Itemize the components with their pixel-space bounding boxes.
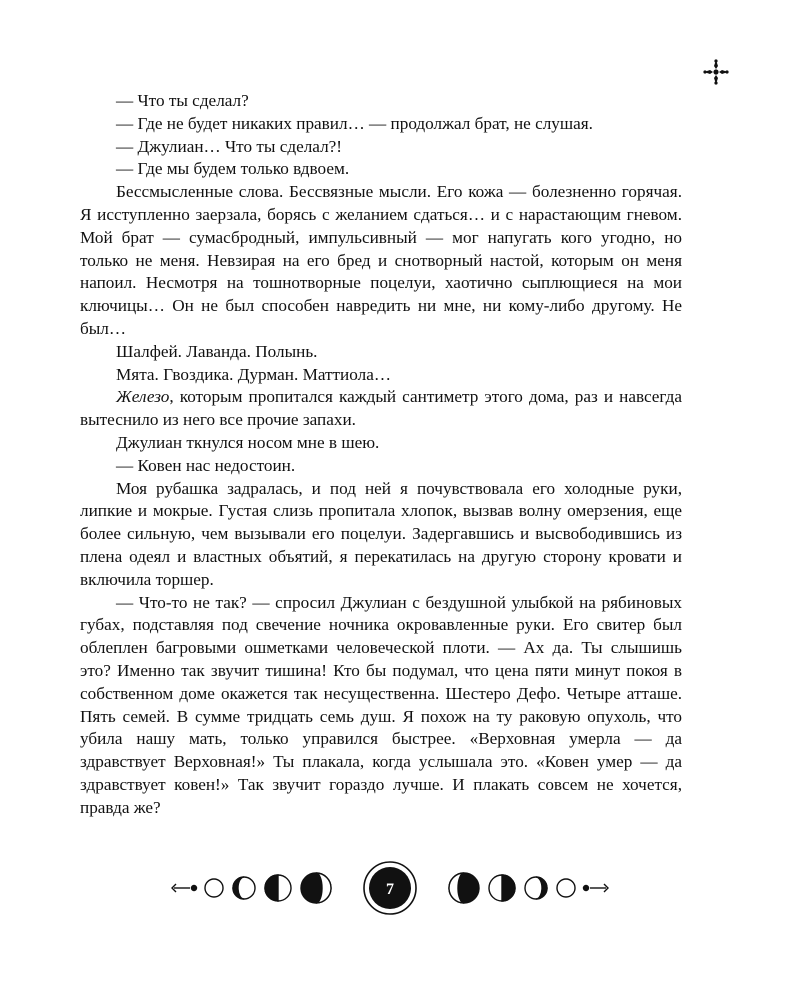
- paragraph: Бессмысленные слова. Бессвязные мысли. Его кожа — болезненно горячая. Я исступленно заерзала, борясь с желанием сдаться… и с нарастающим гневом. Мой брат — сумасбродный, импульсивный — мог напугать кого угодно, но только не меня. Невзирая на его бред и снотворный настой, которым он меня напоил. Несмотря на тошнотворные поцелуи, хаотично сыплющиеся на мои ключицы… Он не был способен навредить ни мне, ни кому-либо другому. Не был…: [80, 182, 682, 338]
- paragraph: Моя рубашка задралась, и под ней я почувствовала его холодные руки, липкие и мокрые. Густая слизь пропитала хлопок, вызвав волну омерзения, еще более сильную, чем вызывали его поцелуи. Задергавшись и высвободившись из плена одеял и властных объятий, я перекатилась на другую сторону кровати и включила торшер.: [80, 478, 682, 589]
- paragraph: — Что-то не так? — спросил Джулиан с бездушной улыбкой на рябиновых губах, подставляя под свечение ночника окровавленные руки. Его свитер был облеплен багровыми ошметками человеческой плоти. — Ах да. Ты слышишь это? Именно так звучит тишина! Кто бы подумал, что цена пяти минут покоя в собственном доме окажется так несущественна. Шестеро Дефо. Четыре атташе. Пять семей. В сумме тридцать семь душ. Я похож на ту раковую опухоль, что убила нашу мать, только управился быстрее. «Верховная умерла — да здравствует Верховная!» Ты плакала, когда услышала это. «Ковен умер — да здравствует ковен!» Так звучит гораздо лучше. И плакать совсем не хочется, правда же?: [80, 592, 682, 817]
- paragraph: Мята. Гвоздика. Дурман. Маттиола…: [116, 364, 392, 384]
- moon-phase-icon: [205, 873, 331, 903]
- paragraph: — Джулиан… Что ты сделал?!: [116, 136, 342, 156]
- body-text: [80, 90, 682, 820]
- moon-phase-icon: [449, 873, 575, 903]
- paragraph: — Что ты сделал?: [116, 91, 249, 110]
- paragraph: — Ковен нас недостоин.: [116, 455, 296, 475]
- page-number: 7: [386, 881, 394, 898]
- paragraph: — Где не будет никаких правил… — продолжал брат, не слушая.: [116, 113, 593, 133]
- paragraph-text: , которым пропитался каждый сантиметр этого дома, раз и навсегда вытеснило из него все прочие запахи.: [80, 387, 682, 430]
- paragraph: Шалфей. Лаванда. Полынь.: [116, 341, 318, 361]
- paragraph: — Где мы будем только вдвоем.: [116, 159, 350, 179]
- moon-phases-icon: [170, 860, 610, 916]
- paragraph: [80, 386, 682, 432]
- cross-ornament-icon: [702, 58, 730, 86]
- italic-word: Железо: [116, 387, 170, 407]
- paragraph: Джулиан ткнулся носом мне в шею.: [116, 432, 380, 452]
